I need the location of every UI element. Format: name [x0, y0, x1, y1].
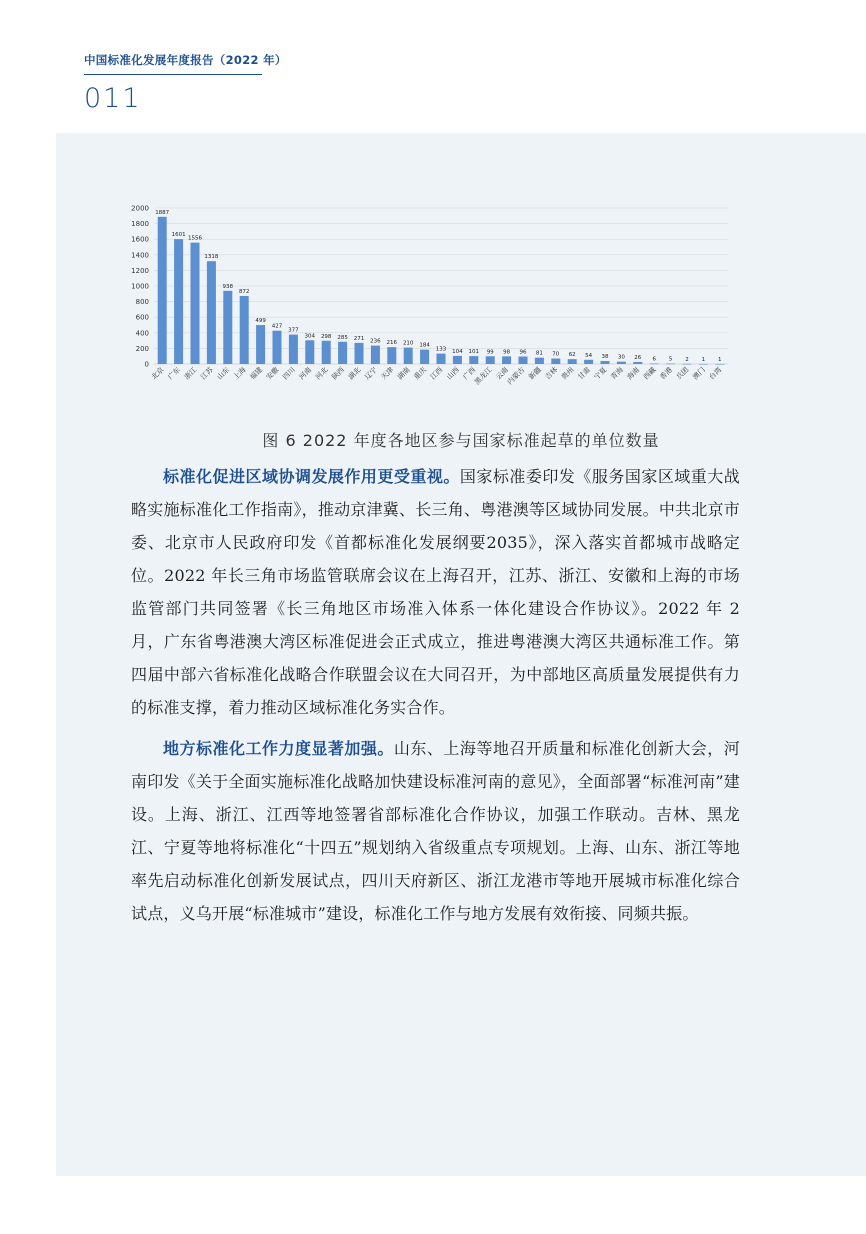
bar	[190, 243, 199, 364]
x-tick-label: 山西	[445, 365, 461, 382]
bar	[404, 348, 413, 364]
x-tick-label: 香港	[658, 365, 675, 382]
bar	[256, 325, 265, 364]
paragraph-body: 山东、上海等地召开质量和标准化创新大会，河南印发《关于全面实施标准化战略加快建设标准河南的意见》，全面部署“标准河南”建设。上海、浙江、江西等地签署省部标准化合作协议，加强工作联动。吉林、黑龙江、宁夏等地将标准化“十四五”规划纳入省级重点专项规划。上海、山东、浙江等地率先启动标准化创新发展试点，四川天府新区、浙江龙港市等地开展城市标准化综合试点，义乌开展“标准城市”建设，标准化工作与地方发展有效衔接、同频共振。	[131, 739, 740, 923]
x-tick-label: 黑龙江	[473, 365, 494, 387]
bar	[650, 364, 659, 365]
x-tick-label: 北京	[150, 365, 166, 382]
bar-value-label: 285	[337, 334, 348, 341]
bar-value-label: 30	[617, 354, 625, 361]
x-tick-label: 西藏	[642, 365, 658, 382]
x-tick-label: 天津	[379, 365, 396, 382]
y-tick-label: 2000	[131, 204, 149, 213]
x-tick-label: 贵州	[560, 365, 576, 382]
figure-caption: 图 6 2022 年度各地区参与国家标准起草的单位数量	[262, 431, 660, 450]
paragraph-body: 国家标准委印发《服务国家区域重大战略实施标准化工作指南》，推动京津冀、长三角、粤港澳等区域协同发展。中共北京市委、北京市人民政府印发《首都标准化发展纲要2035》，深入落实首都城市战略定位。2022 年长三角市场监管联席会议在上海召开，江苏、浙江、安徽和上海的市场监管部门共同签署《长三角地区市场准入体系一体化建设合作协议》。2022 年 2 月，广东省粤港澳大湾区标准促进会正式成立，推进粤港澳大湾区共通标准工作。第四届中部六省标准化战略合作联盟会议在大同召开，为中部地区高质量发展提供有力的标准支撑，着力推动区域标准化务实合作。	[131, 467, 740, 717]
bar-value-label: 298	[320, 333, 332, 340]
bar-value-label: 499	[255, 318, 266, 325]
region-bar-chart	[120, 200, 740, 390]
bar-value-label: 271	[353, 335, 365, 342]
bar-value-label: 62	[568, 352, 576, 359]
x-tick-label: 河北	[314, 365, 330, 382]
y-tick-label: 600	[135, 313, 149, 322]
bar	[223, 291, 232, 364]
bar	[584, 360, 593, 364]
x-tick-label: 江西	[428, 365, 445, 382]
paragraph-lead: 地方标准化工作力度显著加强。	[163, 739, 394, 758]
bar	[354, 343, 363, 364]
body-text	[131, 460, 740, 938]
bar	[305, 340, 314, 364]
y-tick-label: 1400	[131, 251, 149, 260]
x-tick-label: 陕西	[330, 365, 347, 382]
bar-value-label: 104	[452, 348, 463, 355]
page-number: 011	[84, 83, 142, 114]
bar	[338, 342, 347, 364]
bar	[535, 358, 544, 364]
x-tick-label: 广西	[461, 365, 478, 382]
x-tick-label: 青海	[609, 365, 625, 382]
bar-value-label: 99	[486, 349, 494, 356]
bar-value-label: 1887	[155, 209, 170, 216]
x-tick-label: 兵团	[674, 365, 691, 382]
bar-value-label: 96	[519, 349, 527, 356]
x-tick-label: 山东	[215, 365, 232, 382]
bar	[469, 356, 478, 364]
bar	[666, 364, 675, 365]
report-title: 中国标准化发展年度报告（2022 年）	[84, 53, 287, 67]
paragraph-local-standardization	[131, 732, 740, 930]
bar	[272, 331, 281, 364]
bar-value-label: 6	[652, 356, 656, 363]
x-tick-label: 云南	[494, 365, 511, 382]
x-tick-label: 江苏	[199, 365, 215, 382]
bar-value-label: 210	[402, 340, 414, 347]
bar	[682, 364, 691, 365]
bar	[633, 362, 642, 364]
x-tick-label: 河南	[297, 365, 314, 382]
x-tick-label: 浙江	[182, 365, 199, 382]
y-tick-label: 800	[135, 298, 149, 307]
bar-value-label: 101	[468, 349, 480, 356]
bar-value-label: 38	[601, 354, 609, 361]
y-tick-label: 1000	[131, 282, 149, 291]
x-tick-label: 四川	[281, 365, 297, 382]
bar	[322, 341, 331, 364]
bar	[551, 359, 560, 364]
report-header	[84, 52, 287, 114]
bar	[715, 364, 724, 365]
bar	[568, 359, 577, 364]
x-tick-label: 广东	[166, 365, 183, 382]
x-tick-label: 辽宁	[363, 365, 379, 382]
bar-value-label: 1556	[188, 235, 202, 242]
bar	[174, 239, 183, 364]
x-tick-label: 福建	[248, 365, 265, 382]
paragraph-lead: 标准化促进区域协调发展作用更受重视。	[163, 467, 460, 486]
bar	[518, 357, 527, 364]
bar-value-label: 938	[222, 283, 234, 290]
bar-value-label: 377	[288, 327, 299, 334]
bar	[158, 217, 167, 364]
bar-value-label: 54	[585, 352, 593, 359]
bar	[502, 356, 511, 364]
bar-value-label: 5	[668, 356, 673, 363]
bar-value-label: 81	[535, 350, 543, 357]
bar	[387, 347, 396, 364]
bar	[240, 296, 249, 364]
bar-value-label: 70	[552, 351, 560, 358]
bar-value-label: 133	[435, 346, 447, 353]
y-tick-label: 400	[135, 329, 149, 338]
bar-value-label: 427	[271, 323, 283, 330]
bar-value-label: 1	[701, 356, 706, 363]
bar-value-label: 98	[503, 349, 511, 356]
y-tick-label: 0	[144, 360, 149, 369]
bar-value-label: 1601	[171, 232, 186, 239]
y-tick-label: 1200	[131, 266, 149, 275]
bar-value-label: 236	[370, 338, 381, 345]
x-tick-label: 台湾	[707, 365, 724, 382]
bar-value-label: 1318	[204, 254, 219, 261]
y-tick-label: 200	[135, 344, 149, 353]
bar-value-label: 1	[718, 356, 722, 363]
bar-value-label: 184	[419, 342, 430, 349]
x-tick-label: 湖北	[346, 365, 363, 382]
x-tick-label: 湖南	[396, 365, 412, 382]
bar	[617, 362, 626, 364]
y-tick-label: 1800	[131, 220, 149, 229]
bar	[486, 356, 495, 364]
x-tick-label: 内蒙古	[505, 365, 527, 387]
x-tick-label: 吉林	[543, 365, 560, 382]
bar	[699, 364, 708, 365]
bar	[436, 354, 445, 364]
x-tick-label: 宁夏	[592, 365, 609, 382]
bar-value-label: 872	[238, 288, 250, 295]
paragraph-regional-coordination	[131, 460, 740, 724]
header-divider	[84, 74, 262, 75]
y-tick-label: 1600	[131, 235, 149, 244]
x-tick-label: 上海	[232, 365, 248, 382]
bar	[600, 361, 609, 364]
x-tick-label: 甘肃	[576, 365, 593, 382]
bar-value-label: 304	[304, 333, 316, 340]
bar-value-label: 26	[634, 354, 642, 361]
x-tick-label: 海南	[625, 365, 642, 382]
bar	[371, 346, 380, 364]
bar	[207, 261, 216, 364]
x-tick-label: 重庆	[412, 365, 429, 382]
bar	[453, 356, 462, 364]
x-tick-label: 安徽	[264, 365, 281, 382]
bar	[420, 350, 429, 364]
x-tick-label: 澳门	[691, 365, 707, 382]
bar-value-label: 216	[386, 340, 398, 347]
x-tick-label: 新疆	[527, 365, 543, 382]
bar	[289, 335, 298, 364]
bar-value-label: 2	[685, 356, 689, 363]
